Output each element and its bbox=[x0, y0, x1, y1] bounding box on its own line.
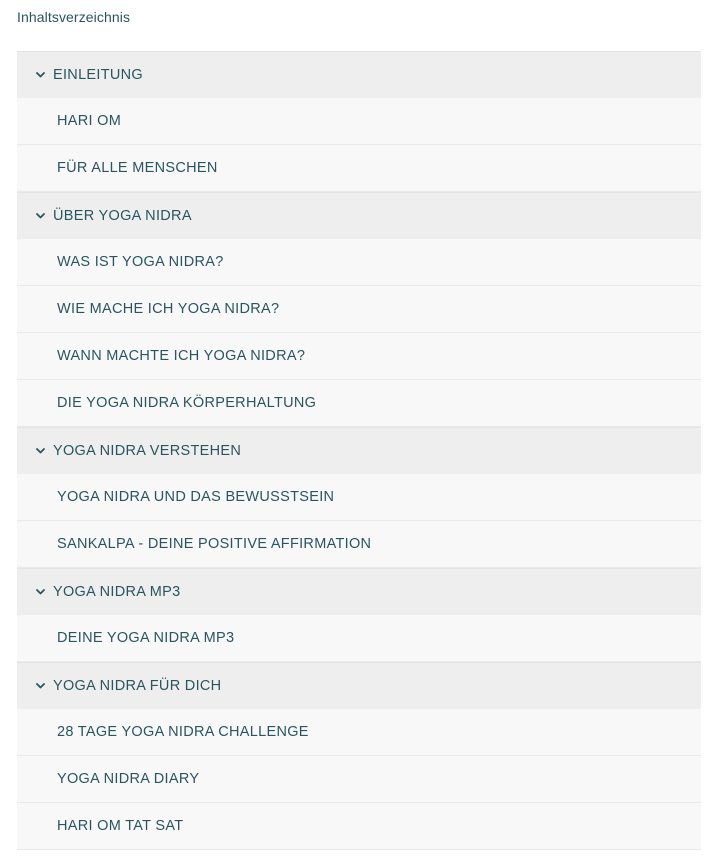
toc-link-label: SANKALPA - DEINE POSITIVE AFFIRMATION bbox=[57, 535, 372, 552]
toc-link-label: DIE YOGA NIDRA KÖRPERHALTUNG bbox=[57, 394, 317, 411]
toc-link[interactable] bbox=[17, 286, 701, 333]
toc-link[interactable] bbox=[17, 145, 701, 192]
toc-title: Inhaltsverzeichnis bbox=[17, 9, 131, 25]
toc-link-label: WIE MACHE ICH YOGA NIDRA? bbox=[57, 300, 280, 317]
toc-link[interactable] bbox=[17, 333, 701, 380]
chevron-down-icon[interactable] bbox=[35, 445, 53, 457]
chevron-down-icon[interactable] bbox=[35, 69, 53, 81]
toc-link[interactable] bbox=[17, 803, 701, 850]
toc-link[interactable] bbox=[17, 521, 701, 568]
toc-link-label: HARI OM bbox=[57, 112, 122, 129]
toc-link[interactable] bbox=[17, 615, 701, 662]
toc-list bbox=[17, 51, 701, 850]
toc-link-label: FÜR ALLE MENSCHEN bbox=[57, 159, 218, 176]
chevron-down-icon[interactable] bbox=[35, 210, 53, 222]
toc-section-label: YOGA NIDRA FÜR DICH bbox=[53, 677, 222, 694]
toc-link[interactable] bbox=[17, 98, 701, 145]
toc-link-label: 28 TAGE YOGA NIDRA CHALLENGE bbox=[57, 723, 309, 740]
toc-section-label: YOGA NIDRA MP3 bbox=[53, 583, 181, 600]
toc-link-label: WANN MACHTE ICH YOGA NIDRA? bbox=[57, 347, 306, 364]
chevron-down-icon[interactable] bbox=[35, 586, 53, 598]
toc-link[interactable] bbox=[17, 756, 701, 803]
toc-section-label: EINLEITUNG bbox=[53, 66, 144, 83]
chevron-down-icon[interactable] bbox=[35, 680, 53, 692]
toc-section-4[interactable] bbox=[17, 662, 701, 709]
toc-link-label: DEINE YOGA NIDRA MP3 bbox=[57, 629, 235, 646]
toc-link[interactable] bbox=[17, 709, 701, 756]
toc-link[interactable] bbox=[17, 380, 701, 427]
toc-section-0[interactable] bbox=[17, 51, 701, 98]
toc-link-label: YOGA NIDRA UND DAS BEWUSSTSEIN bbox=[57, 488, 335, 505]
toc-link-label: WAS IST YOGA NIDRA? bbox=[57, 253, 224, 270]
toc-section-2[interactable] bbox=[17, 427, 701, 474]
toc-link-label: YOGA NIDRA DIARY bbox=[57, 770, 200, 787]
toc-section-1[interactable] bbox=[17, 192, 701, 239]
toc-link[interactable] bbox=[17, 239, 701, 286]
toc-section-label: YOGA NIDRA VERSTEHEN bbox=[53, 442, 242, 459]
toc-section-3[interactable] bbox=[17, 568, 701, 615]
toc-link[interactable] bbox=[17, 474, 701, 521]
toc-link-label: HARI OM TAT SAT bbox=[57, 817, 184, 834]
toc-section-label: ÜBER YOGA NIDRA bbox=[53, 207, 192, 224]
